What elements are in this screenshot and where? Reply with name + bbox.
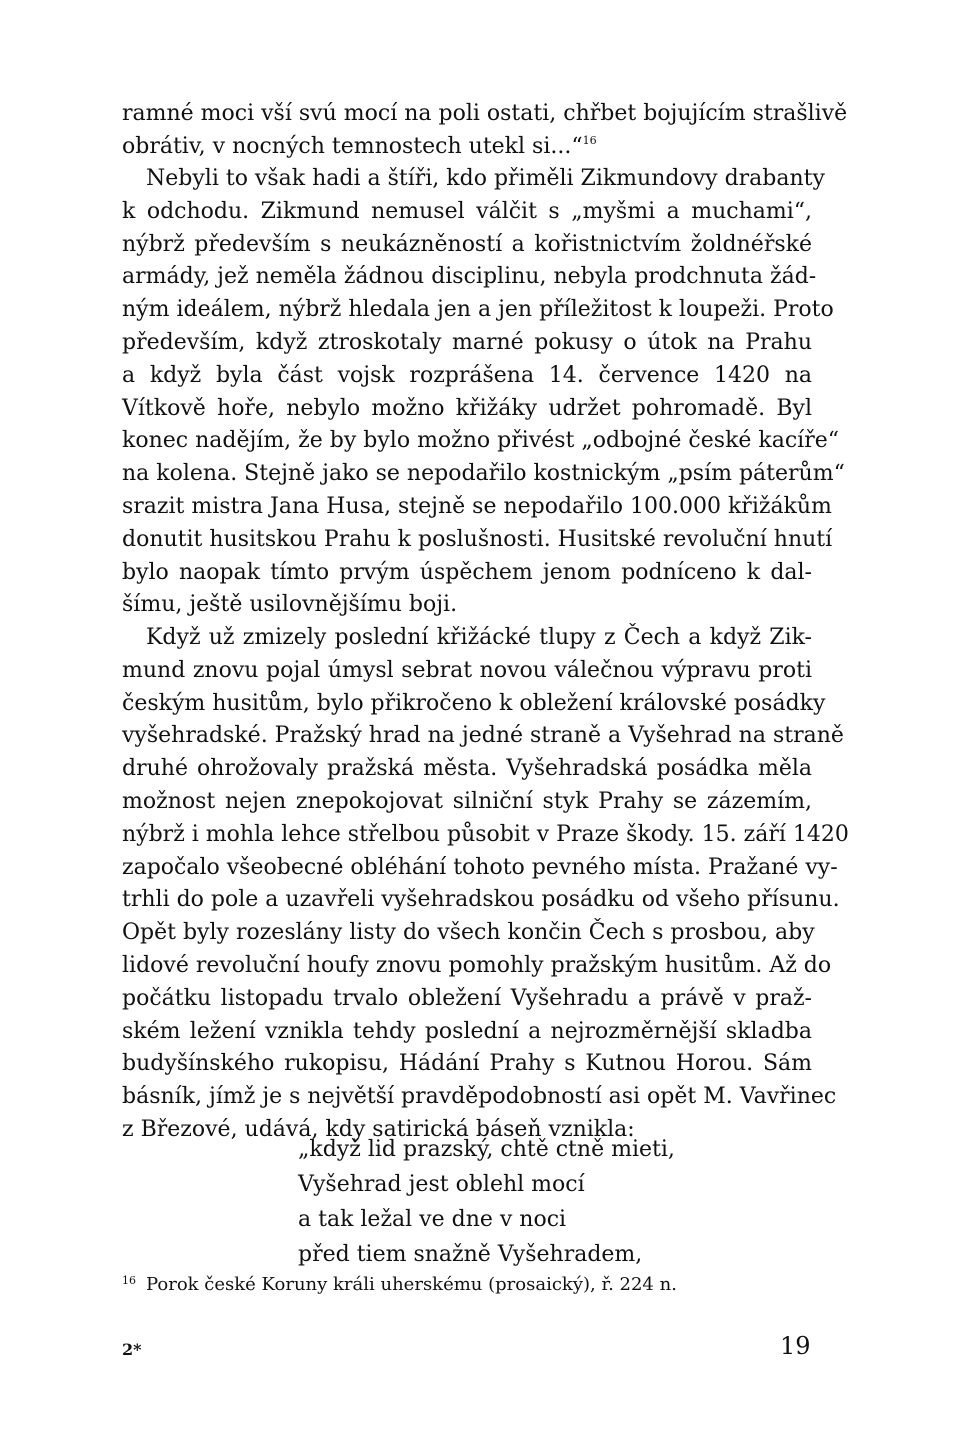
text-line [122,131,812,164]
text-line: českým husitům, bylo přikročeno k obležení královské posádky [122,690,826,716]
text-line: ramné moci vší svú mocí na poli ostati, chřbet bojujícím strašlivě [122,101,848,126]
verse-quotation [298,1132,675,1272]
paragraph-vysehrad-siege [122,622,849,1147]
verse-line: Vyšehrad jest oblehl mocí [298,1172,585,1197]
footnote-text: Porok české Koruny králi uherskému (prosaický), ř. 224 n. [146,1274,677,1295]
paragraph-crusaders-departure [122,163,845,622]
text-line: vyšehradské. Pražský hrad na jedné straně a Vyšehrad na straně [122,723,844,749]
page-number: 19 [780,1332,811,1360]
text-line: budyšínského rukopisu, Hádání Prahy s Kutnou Horou. Sám [122,1051,812,1077]
text-line: Opět byly rozeslány listy do všech končin Čech s prosbou, aby [122,920,815,946]
text-line: ském ležení vznikla tehdy poslední a nejrozměrnější skladba [122,1018,812,1044]
text-line: srazit mistra Jana Husa, stejně se nepodařilo 100.000 křižákům [122,493,832,519]
footnote [122,1269,677,1297]
text-line: básník, jímž je s největší pravděpodobností asi opět M. Vavřinec [122,1084,837,1110]
text-line: trhli do pole a uzavřeli vyšehradskou posádku od všeho přísunu. [122,887,840,913]
paragraph-quote-ending [122,98,848,164]
text-line: bylo naopak tímto prvým úspěchem jenom podníceno k dal- [122,559,812,585]
text-line: mund znovu pojal úmysl sebrat novou válečnou výpravu proti [122,657,812,683]
text-line: na kolena. Stejně jako se nepodařilo kostnickým „psím páterům“ [122,461,845,487]
text-line: možnost nejen znepokojovat silniční styk Prahy se zázemím, [122,788,812,814]
verse-line: „když lid prazský, chtě ctně mieti, [298,1137,675,1162]
text-line: k odchodu. Zikmund nemusel válčit s „myšmi a muchami“, [122,198,812,224]
verse-line: před tiem snažně Vyšehradem, [298,1242,643,1267]
text-line-content: obrátiv, v nocných temnostech utekl si...“ [122,133,583,159]
footnote-reference: 16 [582,133,597,147]
text-line: počátku listopadu trvalo obležení Vyšehradu a právě v praž- [122,985,812,1011]
text-line: Vítkově hoře, nebylo možno křižáky udržet pohromadě. Byl [122,395,812,421]
verse-line: a tak ležal ve dne v noci [298,1207,567,1232]
text-line: nýbrž i mohla lehce střelbou působit v Praze škody. 15. září 1420 [122,821,849,847]
text-line: lidové revoluční houfy znovu pomohly pražským husitům. Až do [122,952,832,978]
text-line: započalo všeobecné obléhání tohoto pevného místa. Pražané vy- [122,854,838,880]
footnote-mark: 16 [122,1274,136,1287]
text-line: donutit husitskou Prahu k poslušnosti. Husitské revoluční hnutí [122,526,833,552]
text-line: a když byla část vojsk rozprášena 14. července 1420 na [122,362,812,388]
printer-signature-mark: 2* [122,1340,142,1359]
text-line: Nebyli to však hadi a štíři, kdo přiměli Zikmundovy drabanty [146,166,825,191]
text-line: šímu, ještě usilovnějšímu boji. [122,592,458,618]
text-line: ným ideálem, nýbrž hledala jen a jen příležitost k loupeži. Proto [122,297,834,323]
text-line: druhé ohrožovaly pražská města. Vyšehradská posádka měla [122,756,812,782]
text-line: Když už zmizely poslední křižácké tlupy z Čech a když Zik- [146,625,812,650]
text-line: především, když ztroskotaly marné pokusy o útok na Prahu [122,329,812,355]
text-line: nýbrž především s neukázněností a kořistnictvím žoldnéřské [122,231,812,257]
text-line: konec nadějím, že by bylo možno přivést „odbojné české kacíře“ [122,428,839,454]
text-line: armády, jež neměla žádnou disciplinu, nebyla prodchnuta žád- [122,264,817,290]
text-line: z Březové, udává, kdy satirická báseň vznikla: [122,1116,635,1142]
